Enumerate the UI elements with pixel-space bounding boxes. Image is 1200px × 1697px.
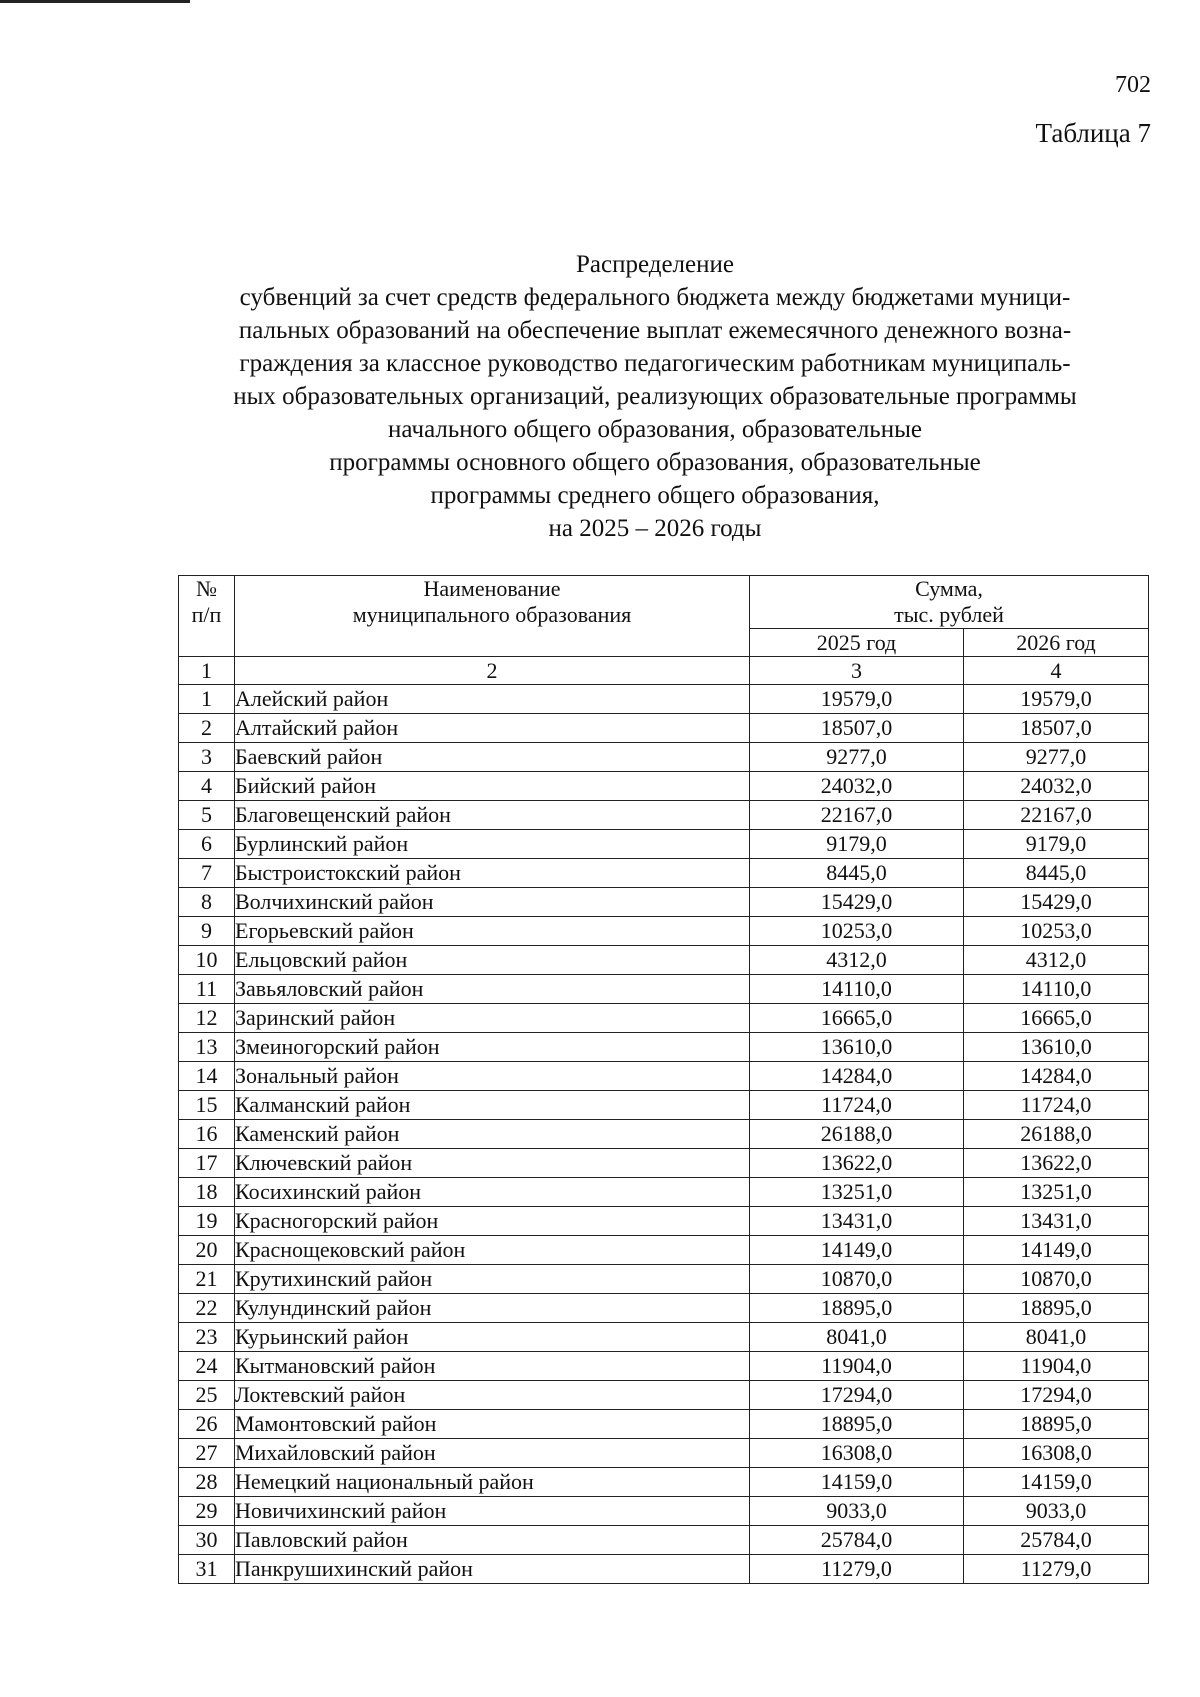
row-number: 30 (179, 1526, 235, 1555)
row-value-2026: 4312,0 (964, 946, 1149, 975)
row-value-2026: 8445,0 (964, 859, 1149, 888)
row-number: 5 (179, 801, 235, 830)
table-row (179, 1207, 1149, 1236)
table-row (179, 859, 1149, 888)
row-value-2025: 13251,0 (750, 1178, 964, 1207)
row-number: 25 (179, 1381, 235, 1410)
table-body (179, 685, 1149, 1584)
row-name: Крутихинский район (235, 1265, 750, 1294)
row-name: Бурлинский район (235, 830, 750, 859)
title-line: субвенций за счет средств федерального бюджета между бюджетами муници- (239, 284, 1071, 311)
row-name: Немецкий национальный район (235, 1468, 750, 1497)
row-value-2026: 18895,0 (964, 1410, 1149, 1439)
row-number: 31 (179, 1555, 235, 1584)
table-row (179, 1120, 1149, 1149)
row-value-2026: 14284,0 (964, 1062, 1149, 1091)
table-row (179, 1178, 1149, 1207)
row-name: Егорьевский район (235, 917, 750, 946)
row-value-2026: 24032,0 (964, 772, 1149, 801)
row-value-2025: 8041,0 (750, 1323, 964, 1352)
table-row (179, 888, 1149, 917)
header-col-index: 4 (964, 657, 1149, 685)
row-name: Благовещенский район (235, 801, 750, 830)
row-value-2026: 9179,0 (964, 830, 1149, 859)
row-number: 9 (179, 917, 235, 946)
header-sum: Сумма, тыс. рублей (750, 576, 1149, 629)
table-row (179, 1265, 1149, 1294)
row-value-2025: 4312,0 (750, 946, 964, 975)
row-value-2026: 9033,0 (964, 1497, 1149, 1526)
row-number: 4 (179, 772, 235, 801)
row-value-2025: 13431,0 (750, 1207, 964, 1236)
row-name: Волчихинский район (235, 888, 750, 917)
header-number: № п/п (179, 576, 235, 657)
row-value-2026: 26188,0 (964, 1120, 1149, 1149)
row-number: 14 (179, 1062, 235, 1091)
table-row (179, 917, 1149, 946)
row-name: Каменский район (235, 1120, 750, 1149)
row-value-2025: 17294,0 (750, 1381, 964, 1410)
row-number: 10 (179, 946, 235, 975)
row-value-2025: 9033,0 (750, 1497, 964, 1526)
row-value-2025: 13610,0 (750, 1033, 964, 1062)
row-value-2026: 11724,0 (964, 1091, 1149, 1120)
header-col-index: 3 (750, 657, 964, 685)
row-number: 22 (179, 1294, 235, 1323)
row-value-2025: 14159,0 (750, 1468, 964, 1497)
row-value-2026: 16308,0 (964, 1439, 1149, 1468)
row-number: 21 (179, 1265, 235, 1294)
row-number: 16 (179, 1120, 235, 1149)
row-value-2025: 9277,0 (750, 743, 964, 772)
row-value-2026: 11904,0 (964, 1352, 1149, 1381)
row-value-2026: 13431,0 (964, 1207, 1149, 1236)
row-name: Кулундинский район (235, 1294, 750, 1323)
row-value-2026: 9277,0 (964, 743, 1149, 772)
row-number: 18 (179, 1178, 235, 1207)
row-value-2025: 18895,0 (750, 1294, 964, 1323)
table-row (179, 1410, 1149, 1439)
row-value-2025: 24032,0 (750, 772, 964, 801)
row-value-2026: 18507,0 (964, 714, 1149, 743)
row-value-2026: 11279,0 (964, 1555, 1149, 1584)
row-value-2026: 13251,0 (964, 1178, 1149, 1207)
row-name: Михайловский район (235, 1439, 750, 1468)
row-number: 15 (179, 1091, 235, 1120)
row-value-2026: 10253,0 (964, 917, 1149, 946)
table-row (179, 1497, 1149, 1526)
row-name: Бийский район (235, 772, 750, 801)
document-title (160, 248, 1150, 545)
row-value-2025: 14284,0 (750, 1062, 964, 1091)
row-name: Краснощековский район (235, 1236, 750, 1265)
table-row (179, 1294, 1149, 1323)
row-value-2026: 10870,0 (964, 1265, 1149, 1294)
table-row (179, 1468, 1149, 1497)
row-value-2025: 22167,0 (750, 801, 964, 830)
header-col-index: 1 (179, 657, 235, 685)
table-row (179, 1381, 1149, 1410)
row-value-2026: 13610,0 (964, 1033, 1149, 1062)
row-value-2025: 10253,0 (750, 917, 964, 946)
row-value-2025: 14110,0 (750, 975, 964, 1004)
table-row (179, 946, 1149, 975)
table-row (179, 1236, 1149, 1265)
row-value-2025: 15429,0 (750, 888, 964, 917)
row-value-2025: 11904,0 (750, 1352, 964, 1381)
row-number: 8 (179, 888, 235, 917)
table-row (179, 743, 1149, 772)
header-year-2026: 2026 год (964, 629, 1149, 657)
row-number: 20 (179, 1236, 235, 1265)
row-number: 29 (179, 1497, 235, 1526)
table-row (179, 975, 1149, 1004)
table-row (179, 1526, 1149, 1555)
row-value-2026: 25784,0 (964, 1526, 1149, 1555)
table-row (179, 1149, 1149, 1178)
row-number: 23 (179, 1323, 235, 1352)
row-value-2025: 16665,0 (750, 1004, 964, 1033)
row-number: 13 (179, 1033, 235, 1062)
title-line: ных образовательных организаций, реализующих образовательные программы (233, 383, 1077, 410)
row-value-2026: 14159,0 (964, 1468, 1149, 1497)
table-row (179, 714, 1149, 743)
row-name: Кытмановский район (235, 1352, 750, 1381)
row-value-2026: 22167,0 (964, 801, 1149, 830)
table-row (179, 1323, 1149, 1352)
table-row (179, 1091, 1149, 1120)
row-name: Завьяловский район (235, 975, 750, 1004)
table-row (179, 1352, 1149, 1381)
table-row (179, 1004, 1149, 1033)
table-row (179, 772, 1149, 801)
row-number: 12 (179, 1004, 235, 1033)
row-name: Панкрушихинский район (235, 1555, 750, 1584)
row-number: 26 (179, 1410, 235, 1439)
row-number: 11 (179, 975, 235, 1004)
row-name: Локтевский район (235, 1381, 750, 1410)
row-value-2025: 25784,0 (750, 1526, 964, 1555)
header-name: Наименование муниципального образования (235, 576, 750, 657)
row-value-2025: 9179,0 (750, 830, 964, 859)
row-name: Ключевский район (235, 1149, 750, 1178)
top-rule (0, 0, 190, 3)
title-line: Распределение (576, 251, 734, 278)
row-value-2025: 14149,0 (750, 1236, 964, 1265)
row-value-2026: 19579,0 (964, 685, 1149, 714)
row-number: 17 (179, 1149, 235, 1178)
row-value-2026: 15429,0 (964, 888, 1149, 917)
header-year-2025: 2025 год (750, 629, 964, 657)
row-number: 24 (179, 1352, 235, 1381)
row-name: Новичихинский район (235, 1497, 750, 1526)
title-line: пальных образований на обеспечение выплат ежемесячного денежного возна- (238, 317, 1072, 344)
row-number: 19 (179, 1207, 235, 1236)
row-name: Алейский район (235, 685, 750, 714)
row-value-2025: 19579,0 (750, 685, 964, 714)
title-line: программы основного общего образования, образовательные (329, 449, 981, 476)
row-name: Баевский район (235, 743, 750, 772)
row-name: Курьинский район (235, 1323, 750, 1352)
row-value-2025: 13622,0 (750, 1149, 964, 1178)
row-name: Быстроистокский район (235, 859, 750, 888)
row-number: 1 (179, 685, 235, 714)
row-value-2026: 16665,0 (964, 1004, 1149, 1033)
title-line: программы среднего общего образования, (430, 482, 880, 509)
row-value-2026: 14149,0 (964, 1236, 1149, 1265)
table-row (179, 801, 1149, 830)
distribution-table (178, 575, 1149, 1584)
row-value-2025: 18895,0 (750, 1410, 964, 1439)
table-row (179, 1033, 1149, 1062)
row-value-2026: 18895,0 (964, 1294, 1149, 1323)
row-name: Алтайский район (235, 714, 750, 743)
row-value-2025: 11279,0 (750, 1555, 964, 1584)
row-value-2025: 26188,0 (750, 1120, 964, 1149)
row-name: Павловский район (235, 1526, 750, 1555)
title-line: начального общего образования, образовательные (388, 416, 922, 443)
table-row (179, 830, 1149, 859)
row-value-2025: 10870,0 (750, 1265, 964, 1294)
table-row (179, 1062, 1149, 1091)
row-number: 6 (179, 830, 235, 859)
row-name: Змеиногорский район (235, 1033, 750, 1062)
row-name: Заринский район (235, 1004, 750, 1033)
row-name: Ельцовский район (235, 946, 750, 975)
row-name: Зональный район (235, 1062, 750, 1091)
row-value-2025: 18507,0 (750, 714, 964, 743)
row-number: 7 (179, 859, 235, 888)
row-value-2025: 8445,0 (750, 859, 964, 888)
row-name: Мамонтовский район (235, 1410, 750, 1439)
table-row (179, 1555, 1149, 1584)
table-label: Таблица 7 (1035, 118, 1151, 148)
row-value-2026: 13622,0 (964, 1149, 1149, 1178)
title-line: граждения за классное руководство педагогическим работникам муниципаль- (239, 350, 1071, 377)
row-name: Косихинский район (235, 1178, 750, 1207)
row-value-2026: 14110,0 (964, 975, 1149, 1004)
row-number: 27 (179, 1439, 235, 1468)
row-number: 2 (179, 714, 235, 743)
row-name: Калманский район (235, 1091, 750, 1120)
header-col-index: 2 (235, 657, 750, 685)
table-row (179, 685, 1149, 714)
page-number: 702 (1115, 72, 1151, 98)
row-value-2026: 8041,0 (964, 1323, 1149, 1352)
row-value-2026: 17294,0 (964, 1381, 1149, 1410)
row-value-2025: 16308,0 (750, 1439, 964, 1468)
title-line: на 2025 – 2026 годы (548, 515, 762, 542)
row-value-2025: 11724,0 (750, 1091, 964, 1120)
row-number: 28 (179, 1468, 235, 1497)
row-name: Красногорский район (235, 1207, 750, 1236)
table-row (179, 1439, 1149, 1468)
row-number: 3 (179, 743, 235, 772)
